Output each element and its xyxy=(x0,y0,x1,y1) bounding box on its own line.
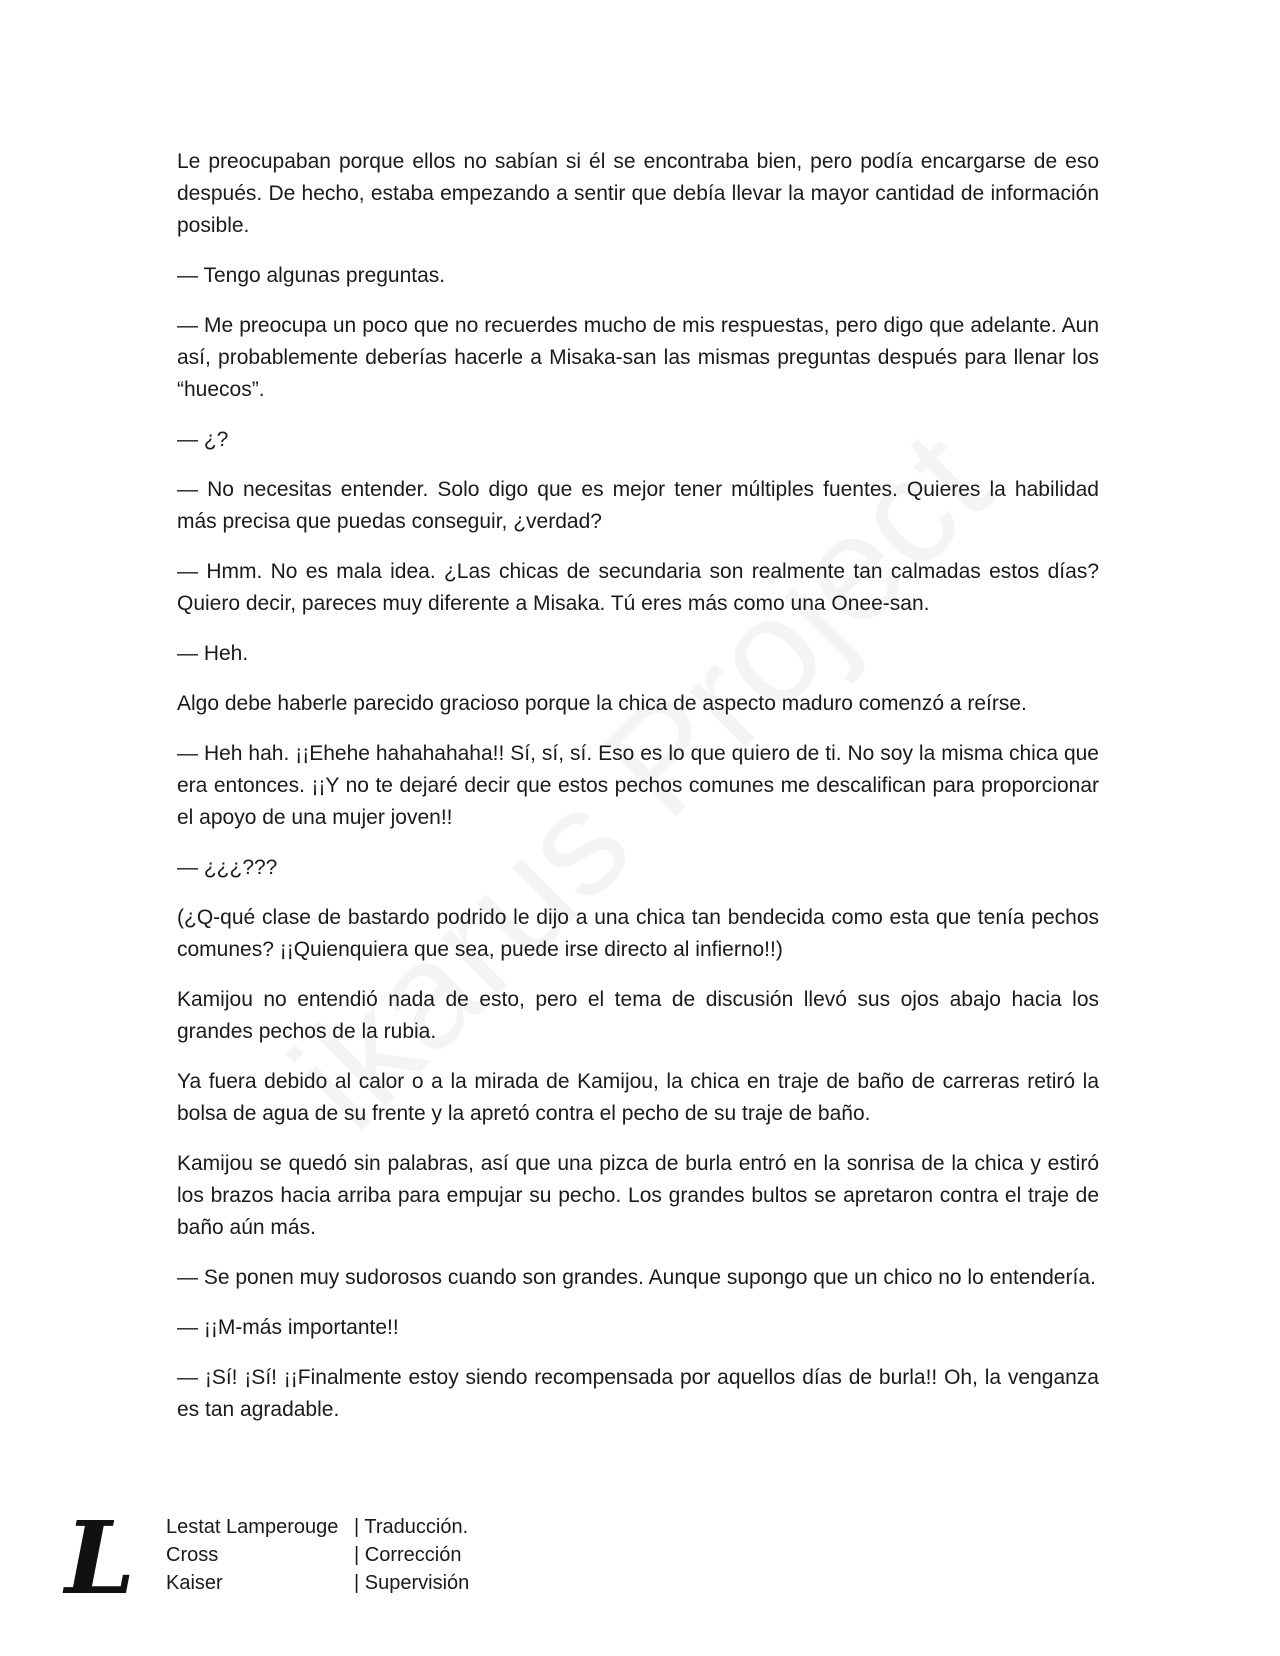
paragraph: Kamijou no entendió nada de esto, pero el tema de discusión llevó sus ojos abajo hacia los grandes pechos de la rubia. xyxy=(177,988,1099,1043)
credit-role: | Corrección xyxy=(354,1544,462,1566)
credit-role: | Traducción. xyxy=(354,1516,469,1538)
paragraph: — ¡Sí! ¡Sí! ¡¡Finalmente estoy siendo recompensada por aquellos días de burla!! Oh, la venganza es tan agradable. xyxy=(177,1366,1099,1421)
paragraph: — Se ponen muy sudorosos cuando son grandes. Aunque supongo que un chico no lo entendería. xyxy=(177,1266,1096,1289)
paragraph: — Tengo algunas preguntas. xyxy=(177,264,446,287)
paragraph: Algo debe haberle parecido gracioso porque la chica de aspecto maduro comenzó a reírse. xyxy=(177,692,1027,715)
paragraph: — ¿? xyxy=(177,428,229,451)
paragraph: — ¿¿¿??? xyxy=(177,856,278,879)
paragraph: — Heh. xyxy=(177,642,249,665)
credits-block xyxy=(166,1513,469,1597)
credit-name: Kaiser xyxy=(166,1572,223,1594)
paragraph: — Heh hah. ¡¡Ehehe hahahahaha!! Sí, sí, sí. Eso es lo que quiero de ti. No soy la misma chica que era entonces. ¡¡Y no te dejaré decir que estos pechos comunes me descalifican para proporcionar el apoyo de una mujer joven!! xyxy=(177,742,1099,829)
credit-role: | Supervisión xyxy=(354,1572,470,1594)
paragraph: Le preocupaban porque ellos no sabían si él se encontraba bien, pero podía encargarse de eso después. De hecho, estaba empezando a sentir que debía llevar la mayor cantidad de información posible. xyxy=(177,150,1099,237)
credit-name: Cross xyxy=(166,1544,219,1566)
credit-row xyxy=(166,1569,469,1597)
credit-name: Lestat Lamperouge xyxy=(166,1516,339,1538)
paragraph: Ya fuera debido al calor o a la mirada de Kamijou, la chica en traje de baño de carreras retiró la bolsa de agua de su frente y la apretó contra el pecho de su traje de baño. xyxy=(177,1070,1099,1125)
page-footer xyxy=(60,1499,660,1617)
paragraph: — Hmm. No es mala idea. ¿Las chicas de secundaria son realmente tan calmadas estos días? Quiero decir, pareces muy diferente a Misaka. Tú eres más como una Onee-san. xyxy=(177,560,1099,615)
paragraph: (¿Q-qué clase de bastardo podrido le dijo a una chica tan bendecida como esta que tenía pechos comunes? ¡¡Quienquiera que sea, puede irse directo al infierno!!) xyxy=(177,906,1099,961)
paragraph: — ¡¡M-más importante!! xyxy=(177,1316,399,1339)
credit-row xyxy=(166,1513,469,1541)
gothic-l-logo: L xyxy=(64,1499,136,1617)
credit-row xyxy=(166,1541,469,1569)
paragraph: — No necesitas entender. Solo digo que es mejor tener múltiples fuentes. Quieres la habilidad más precisa que puedas conseguir, ¿verdad? xyxy=(177,478,1099,533)
paragraph: — Me preocupa un poco que no recuerdes mucho de mis respuestas, pero digo que adelante. Aun así, probablemente deberías hacerle a Misaka-san las mismas preguntas después para llenar los “huecos”. xyxy=(177,314,1099,401)
page-content xyxy=(177,146,1099,1444)
paragraph: Kamijou se quedó sin palabras, así que una pizca de burla entró en la sonrisa de la chica y estiró los brazos hacia arriba para empujar su pecho. Los grandes bultos se apretaron contra el traje de baño aún más. xyxy=(177,1152,1099,1239)
